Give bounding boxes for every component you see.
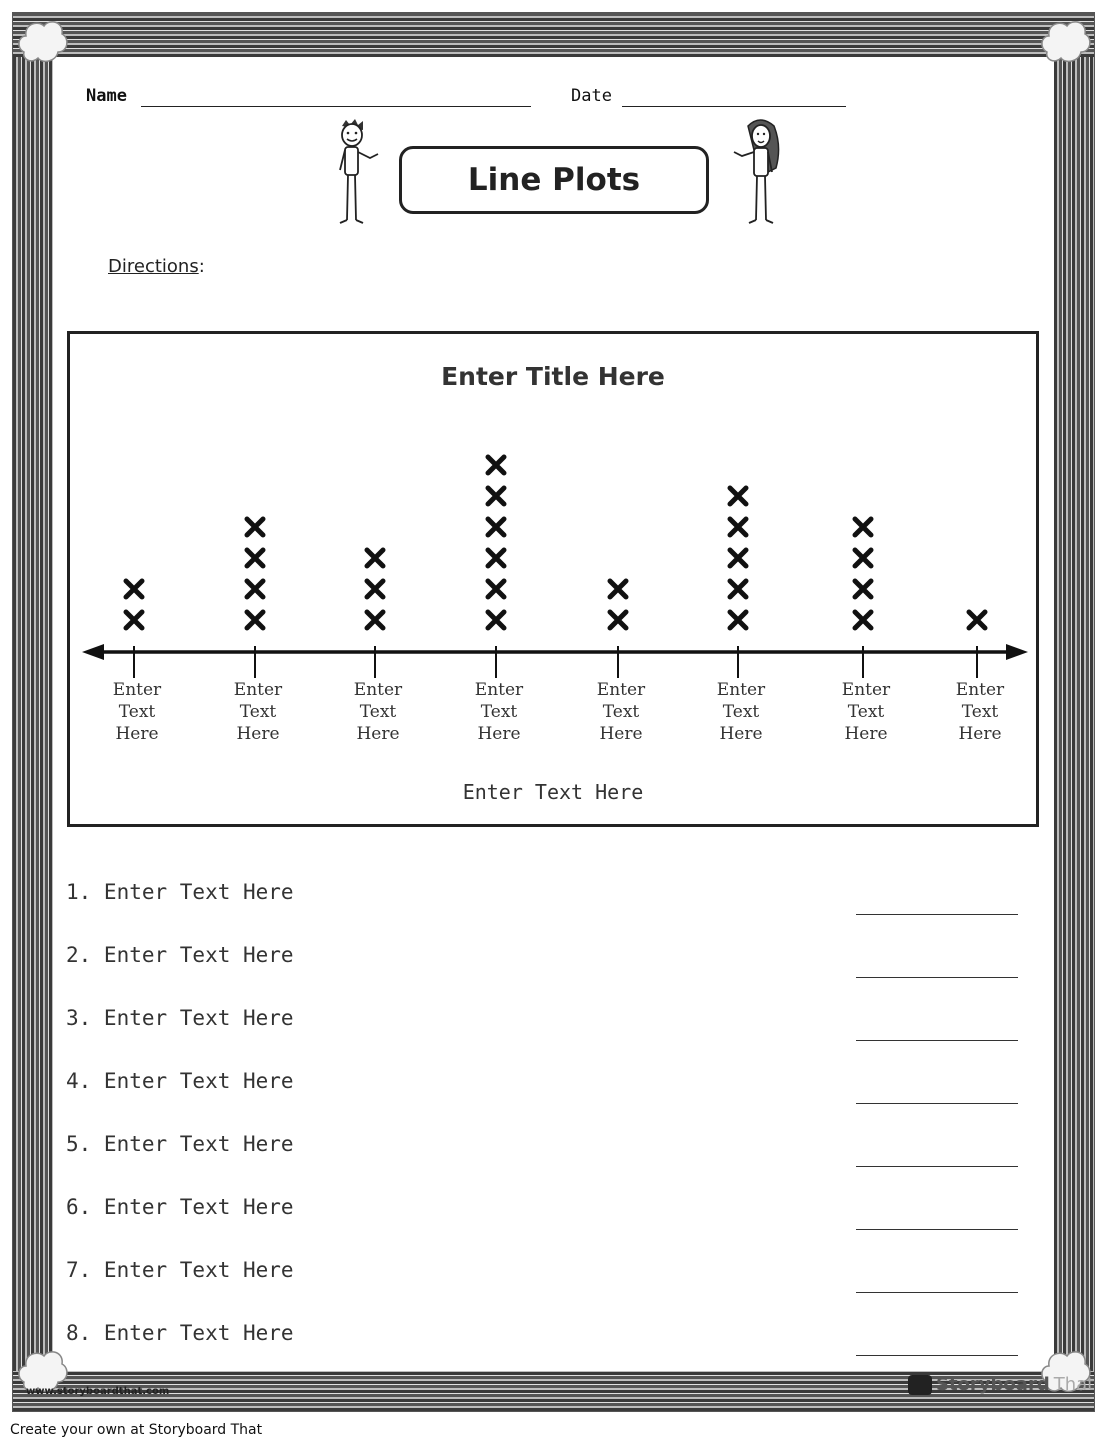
x-mark <box>488 581 504 597</box>
tick-label: Enter Text Here <box>353 680 403 744</box>
chart-title: Enter Title Here <box>441 362 665 391</box>
tick-label: Enter Text Here <box>955 680 1005 744</box>
cloud-corner-top-left-icon <box>14 12 70 68</box>
directions-heading <box>108 256 205 277</box>
x-mark <box>367 581 383 597</box>
x-mark <box>730 550 746 566</box>
question-text: 2. Enter Text Here <box>66 943 294 967</box>
tick-label: Enter Text Here <box>716 680 766 744</box>
x-mark <box>730 581 746 597</box>
logo-text-light: That <box>1053 1374 1095 1395</box>
name-field[interactable] <box>141 88 531 107</box>
directions-label: Directions <box>108 256 199 277</box>
tick-label: Enter Text Here <box>112 680 162 744</box>
x-mark <box>247 550 263 566</box>
question-text: 4. Enter Text Here <box>66 1069 294 1093</box>
answer-line[interactable] <box>856 1270 1018 1293</box>
question-text: 3. Enter Text Here <box>66 1006 294 1030</box>
logo-text-bold: Storyboard <box>936 1374 1050 1395</box>
x-mark <box>247 581 263 597</box>
answer-line[interactable] <box>856 1333 1018 1356</box>
date-label: Date <box>571 86 612 106</box>
x-mark <box>610 612 626 628</box>
line-plot-chart <box>67 331 1039 827</box>
answer-line[interactable] <box>856 1207 1018 1230</box>
answer-line[interactable] <box>856 1144 1018 1167</box>
date-field[interactable] <box>622 88 846 107</box>
x-mark <box>855 519 871 535</box>
footer-url: www.storyboardthat.com <box>26 1386 170 1397</box>
question-text: 5. Enter Text Here <box>66 1132 294 1156</box>
arrow-right-icon <box>1006 644 1028 660</box>
question-text: 6. Enter Text Here <box>66 1195 294 1219</box>
answer-line[interactable] <box>856 1018 1018 1041</box>
x-mark <box>730 519 746 535</box>
question-text: 7. Enter Text Here <box>66 1258 294 1282</box>
x-mark <box>855 612 871 628</box>
directions-colon: : <box>198 256 205 277</box>
tick-label: Enter Text Here <box>841 680 891 744</box>
x-mark <box>247 612 263 628</box>
tick-label: Enter Text Here <box>596 680 646 744</box>
storyboard-that-logo <box>908 1374 1094 1395</box>
x-axis-label: Enter Text Here <box>462 780 644 804</box>
x-mark <box>488 488 504 504</box>
question-text: 1. Enter Text Here <box>66 880 294 904</box>
answer-line[interactable] <box>856 892 1018 915</box>
answer-line[interactable] <box>856 955 1018 978</box>
x-mark <box>126 581 142 597</box>
worksheet-title: Line Plots <box>399 146 709 214</box>
x-mark <box>488 457 504 473</box>
boy-character-icon <box>330 118 386 226</box>
x-mark <box>855 581 871 597</box>
cloud-corner-top-right-icon <box>1037 12 1093 68</box>
x-mark <box>730 612 746 628</box>
x-mark <box>247 519 263 535</box>
girl-character-icon <box>728 116 788 226</box>
answer-line[interactable] <box>856 1081 1018 1104</box>
x-mark <box>367 550 383 566</box>
x-mark <box>730 488 746 504</box>
x-mark <box>855 550 871 566</box>
credit-line: Create your own at Storyboard That <box>10 1422 263 1438</box>
question-text: 8. Enter Text Here <box>66 1321 294 1345</box>
name-label: Name <box>86 86 127 106</box>
arrow-left-icon <box>82 644 104 660</box>
x-mark <box>488 519 504 535</box>
x-mark <box>969 612 985 628</box>
x-mark <box>610 581 626 597</box>
x-mark <box>488 550 504 566</box>
line-plot-svg <box>70 334 1036 824</box>
x-mark <box>126 612 142 628</box>
tick-label: Enter Text Here <box>474 680 524 744</box>
storyboard-logo-icon <box>908 1375 932 1395</box>
x-mark <box>367 612 383 628</box>
x-mark <box>488 612 504 628</box>
tick-label: Enter Text Here <box>233 680 283 744</box>
